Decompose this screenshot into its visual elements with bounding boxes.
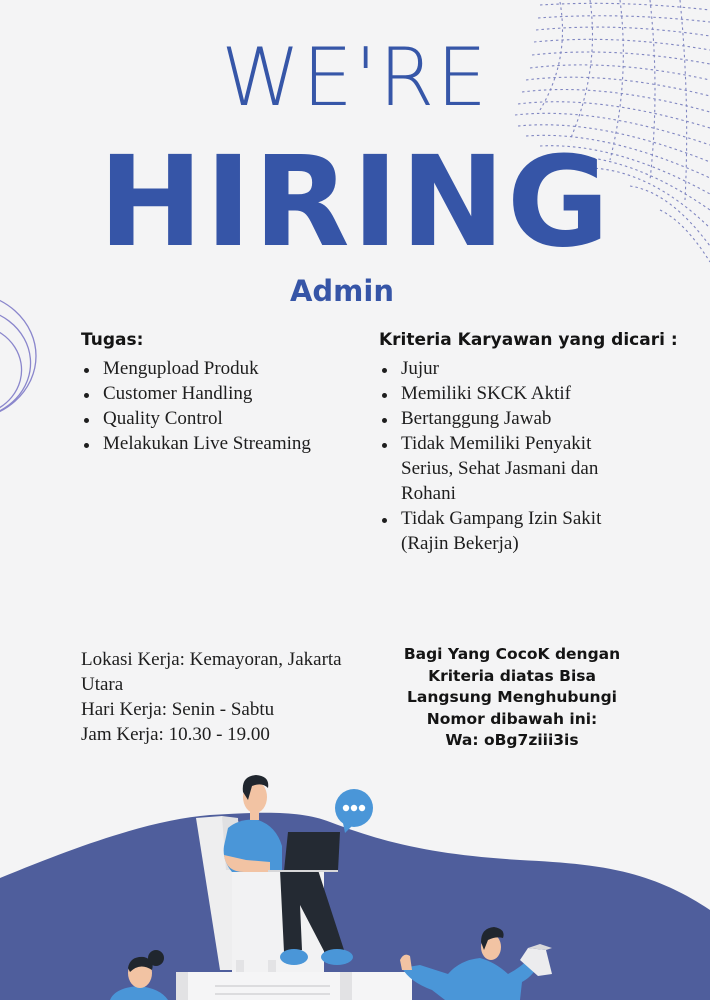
tasks-list <box>81 356 361 456</box>
criteria-heading: Kriteria Karyawan yang dicari : <box>379 330 678 350</box>
work-info-section <box>81 647 371 747</box>
task-item: Mengupload Produk <box>81 356 361 381</box>
task-item: Melakukan Live Streaming <box>81 431 361 456</box>
whatsapp-contact: Wa: oBg7ziii3is <box>445 731 579 749</box>
team-working-illustration <box>0 760 710 1000</box>
wave-background <box>0 813 710 1000</box>
contact-line: Nomor dibawah ini: <box>426 709 598 728</box>
headline-hiring: HIRING <box>98 130 612 275</box>
job-role-title: Admin <box>289 274 394 308</box>
task-item: Quality Control <box>81 406 361 431</box>
contact-line: Langsung Menghubungi <box>407 688 617 706</box>
contact-line: Bagi Yang CocoK dengan <box>403 645 621 663</box>
criteria-section <box>379 330 679 556</box>
task-item: Customer Handling <box>81 381 361 406</box>
headline-were: WE'RE <box>221 31 489 124</box>
concentric-arcs-decoration <box>0 290 40 420</box>
work-location: Lokasi Kerja: Kemayoran, Jakarta Utara <box>81 649 342 695</box>
criteria-item: Bertanggung Jawab <box>379 406 639 431</box>
tasks-heading: Tugas: <box>81 330 144 350</box>
criteria-item: Tidak Gampang Izin Sakit (Rajin Bekerja) <box>379 506 639 556</box>
criteria-item: Tidak Memiliki Penyakit Serius, Sehat Jasmani dan Rohani <box>379 431 639 506</box>
laptop-icon <box>284 832 340 871</box>
tasks-section <box>81 330 361 456</box>
contact-line: Kriteria diatas Bisa <box>428 666 596 685</box>
criteria-item: Jujur <box>379 356 639 381</box>
criteria-list <box>379 356 639 556</box>
contact-section <box>396 644 628 752</box>
work-hours: Jam Kerja: 10.30 - 19.00 <box>81 724 270 745</box>
work-days: Hari Kerja: Senin - Sabtu <box>81 699 275 720</box>
criteria-item: Memiliki SKCK Aktif <box>379 381 639 406</box>
